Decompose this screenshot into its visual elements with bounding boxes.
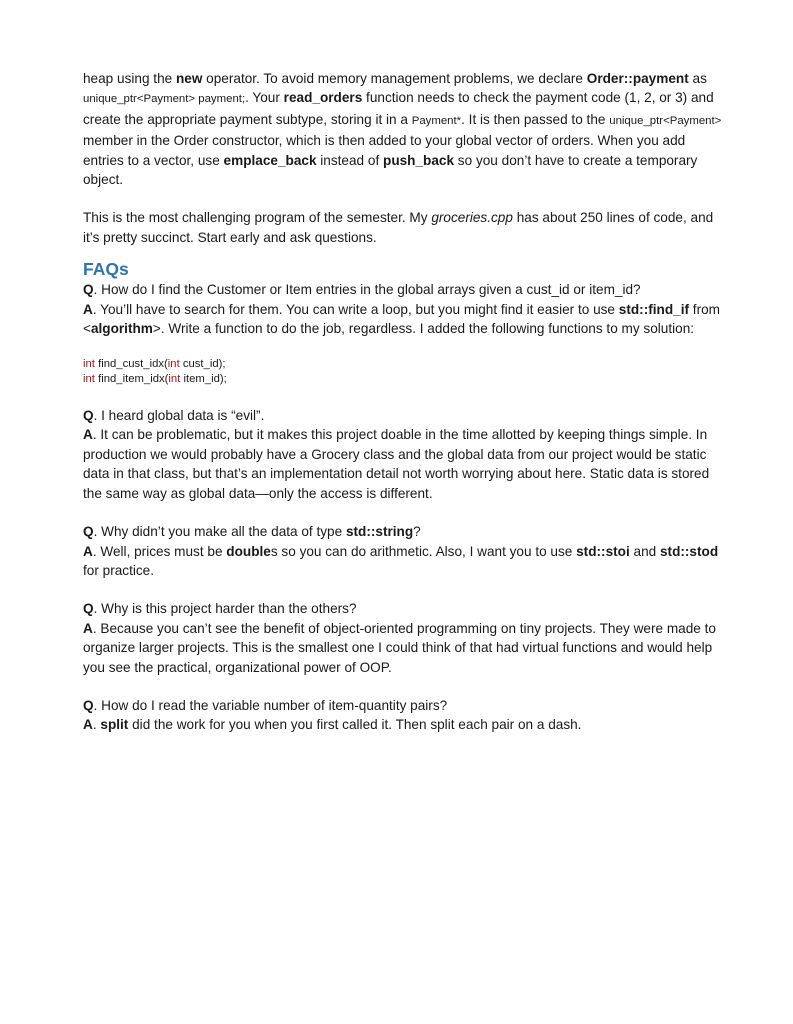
code-line bbox=[83, 372, 723, 387]
q-label: Q bbox=[83, 524, 94, 540]
q-label: Q bbox=[83, 408, 94, 424]
faq-1-question bbox=[83, 280, 723, 299]
term-order-payment: Order::payment bbox=[586, 71, 689, 86]
faq-3-question bbox=[83, 522, 723, 541]
text-run: so you don’t have to create a temporary object. bbox=[83, 152, 698, 188]
intro-paragraph-1 bbox=[83, 69, 723, 189]
term-std-stoi: std::stoi bbox=[576, 543, 630, 559]
a-label: A bbox=[83, 620, 93, 636]
spacer bbox=[83, 338, 723, 357]
question-text: . How do I find the Customer or Item entries in the global arrays given a cust_id or item_id? bbox=[93, 282, 641, 298]
text-run: as bbox=[688, 71, 707, 86]
answer-text: >. Write a function to do the job, regardless. I added the following functions to my solution: bbox=[152, 321, 695, 337]
term-find-if: std::find_if bbox=[618, 301, 690, 317]
keyword-new: new bbox=[175, 71, 203, 86]
intro-paragraph-2 bbox=[83, 208, 723, 247]
question-text: . Why didn’t you make all the data of type bbox=[93, 524, 346, 540]
q-label: Q bbox=[83, 601, 94, 617]
code-keyword: int bbox=[83, 373, 95, 386]
term-read-orders: read_orders bbox=[283, 90, 363, 106]
spacer bbox=[83, 387, 723, 406]
question-text: . How do I read the variable number of item-quantity pairs? bbox=[93, 697, 448, 713]
spacer bbox=[83, 503, 723, 522]
code-text: find_item_idx( bbox=[94, 373, 169, 386]
a-label: A bbox=[83, 717, 93, 733]
code-block bbox=[83, 357, 723, 387]
code-keyword: int bbox=[167, 358, 180, 371]
answer-text: . You’ll have to search for them. You can write a loop, but you might find it easier to use bbox=[92, 301, 619, 317]
faq-5-question bbox=[83, 696, 723, 715]
text-run: heap using the bbox=[83, 71, 176, 86]
code-unique-ptr: unique_ptr<Payment> bbox=[609, 114, 722, 127]
faq-1-answer bbox=[83, 300, 723, 339]
answer-text: . It can be problematic, but it makes this project doable in the time allotted by keeping things simple. In production we would probably have a Grocery class and the global data from our project would be static data in that class, but that’s an implementation detail not worth worrying about here. Static data is stored the same way as global data—only the access is different. bbox=[83, 427, 710, 501]
text-run: This is the most challenging program of the semester. My bbox=[83, 210, 432, 226]
q-label: Q bbox=[83, 282, 94, 298]
term-std-string: std::string bbox=[345, 524, 414, 540]
code-line bbox=[83, 357, 723, 372]
spacer bbox=[83, 677, 723, 696]
document-page bbox=[83, 69, 723, 735]
faq-2-question bbox=[83, 406, 723, 425]
answer-text: did the work for you when you first called it. Then split each pair on a dash. bbox=[128, 717, 582, 733]
spacer bbox=[83, 189, 723, 208]
answer-text: . Because you can’t see the benefit of object-oriented programming on tiny projects. They were made to organize larger projects. This is the smallest one I could think of that had virtual functions and would help you see the practical, organizational power of OOP. bbox=[83, 620, 716, 675]
term-emplace-back: emplace_back bbox=[223, 152, 317, 168]
text-run: member in the Order constructor, which is then added to your global vector of orders. When you add entries to a vector, use bbox=[83, 133, 686, 168]
text-run: operator. To avoid memory management problems, we declare bbox=[202, 71, 587, 86]
faqs-heading: FAQs bbox=[83, 259, 129, 280]
text-run: instead of bbox=[316, 152, 384, 168]
term-std-stod: std::stod bbox=[659, 543, 719, 559]
code-text: cust_id); bbox=[179, 358, 226, 371]
answer-text: for practice. bbox=[83, 562, 155, 578]
q-label: Q bbox=[83, 697, 94, 713]
term-algorithm: algorithm bbox=[90, 321, 153, 337]
text-run: . Your bbox=[245, 90, 284, 106]
spacer bbox=[83, 580, 723, 599]
faq-4-answer bbox=[83, 619, 723, 677]
term-push-back: push_back bbox=[383, 152, 455, 168]
code-text: item_id); bbox=[180, 373, 227, 386]
code-unique-ptr-decl: unique_ptr<Payment> payment; bbox=[83, 93, 246, 106]
text-run: function needs to check the payment code (1, 2, or 3) and create the appropriate payment subtype, storing it in a bbox=[83, 90, 714, 127]
term-split: split bbox=[100, 717, 129, 733]
faq-2-answer bbox=[83, 425, 723, 503]
text-run: has about 250 lines of code, and it’s pretty succinct. Start early and ask questions. bbox=[83, 210, 714, 245]
answer-text: . Well, prices must be bbox=[92, 543, 227, 559]
question-text: . Why is this project harder than the others? bbox=[93, 601, 357, 617]
answer-text: and bbox=[629, 543, 660, 559]
answer-text: . bbox=[92, 717, 101, 733]
code-payment-ptr: Payment* bbox=[411, 114, 462, 127]
a-label: A bbox=[83, 427, 93, 443]
faq-4-question bbox=[83, 599, 723, 618]
code-keyword: int bbox=[168, 373, 181, 386]
term-double: double bbox=[226, 543, 271, 559]
a-label: A bbox=[83, 543, 93, 559]
faq-3-answer bbox=[83, 542, 723, 581]
faq-5-answer bbox=[83, 715, 723, 734]
text-run: . It is then passed to the bbox=[461, 111, 610, 127]
answer-text: from < bbox=[83, 301, 720, 337]
filename-groceries-cpp: groceries.cpp bbox=[431, 210, 513, 226]
code-text: find_cust_idx( bbox=[94, 358, 168, 371]
code-keyword: int bbox=[83, 358, 95, 371]
question-text: . I heard global data is “evil”. bbox=[93, 408, 265, 424]
question-text: ? bbox=[413, 524, 421, 540]
answer-text: s so you can do arithmetic. Also, I want you to use bbox=[270, 543, 577, 559]
a-label: A bbox=[83, 301, 93, 317]
